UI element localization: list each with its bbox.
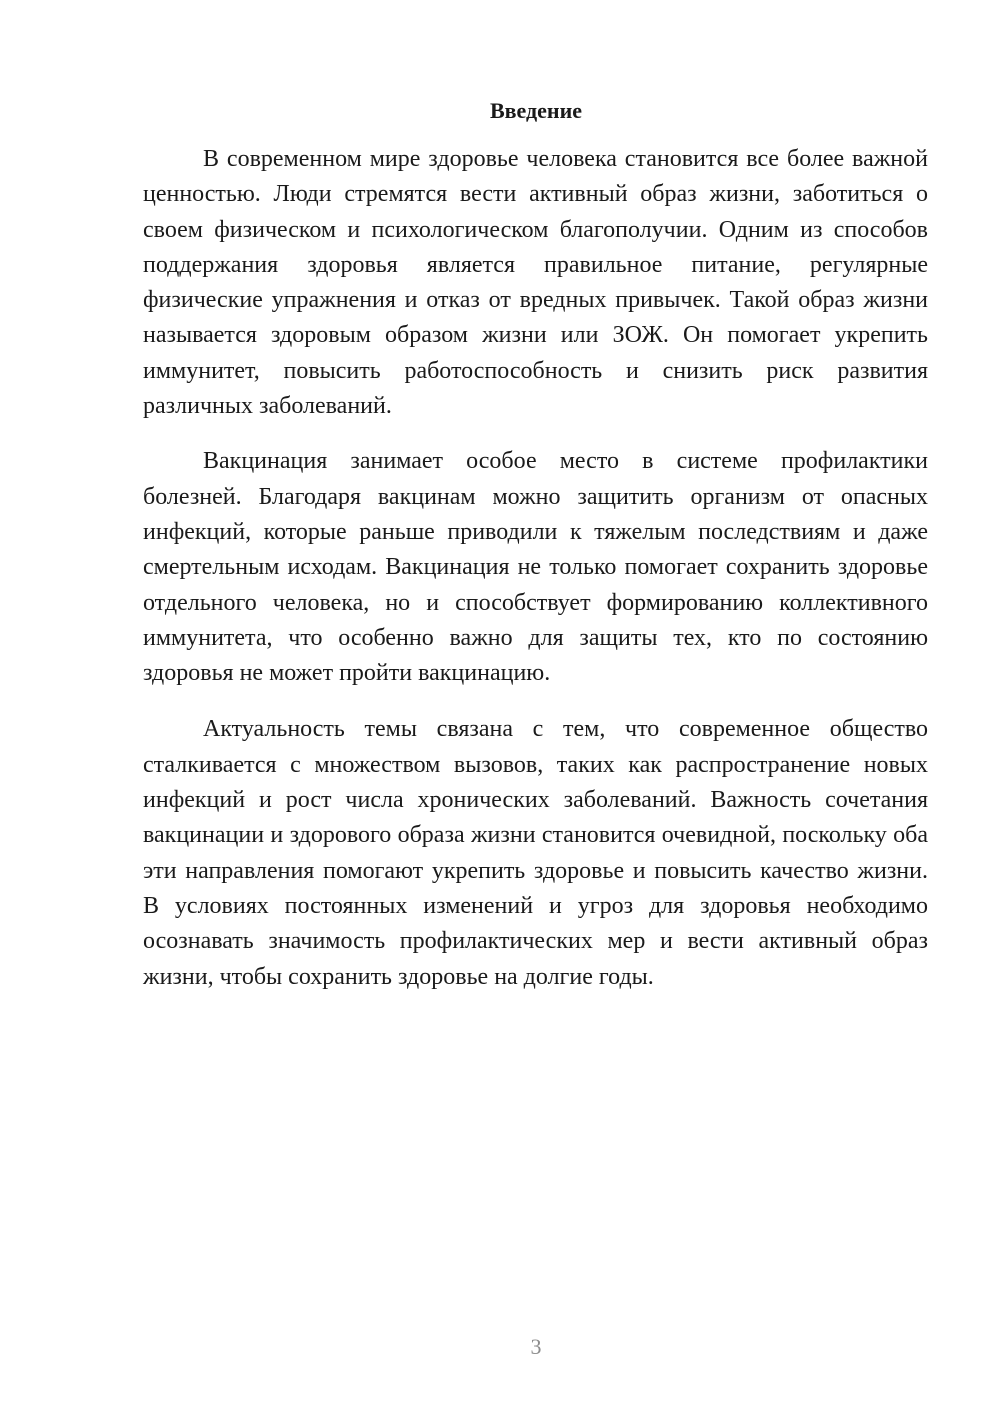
paragraph-2: Вакцинация занимает особое место в системе профилактики болезней. Благодаря вакцинам можно защитить организм от опасных инфекций, которые раньше приводили к тяжелым последствиям и даже смертельным исходам. Вакцинация не только помогает сохранить здоровье отдельного человека, но и способствует формированию коллективного иммунитета, что особенно важно для защиты тех, кто по состоянию здоровья не может пройти вакцинацию.: [143, 448, 928, 687]
section-heading: Введение: [489, 98, 583, 123]
paragraph-1: В современном мире здоровье человека становится все более важной ценностью. Люди стремятся вести активный образ жизни, заботиться о своем физическом и психологическом благополучии. Одним из способов поддержания здоровья является правильное питание, регулярные физические упражнения и отказ от вредных привычек. Такой образ жизни называется здоровым образом жизни или ЗОЖ. Он помогает укрепить иммунитет, повысить работоспособность и снизить риск развития различных заболеваний.: [143, 146, 928, 420]
body-text: [143, 142, 928, 995]
paragraph-3: Актуальность темы связана с тем, что современное общество сталкивается с множеством вызовов, таких как распространение новых инфекций и рост числа хронических заболеваний. Важность сочетания вакцинации и здорового образа жизни становится очевидной, поскольку оба эти направления помогают укрепить здоровье и повысить качество жизни. В условиях постоянных изменений и угроз для здоровья необходимо осознавать значимость профилактических мер и вести активный образ жизни, чтобы сохранить здоровье на долгие годы.: [143, 716, 928, 990]
page-number: 3: [530, 1334, 542, 1359]
